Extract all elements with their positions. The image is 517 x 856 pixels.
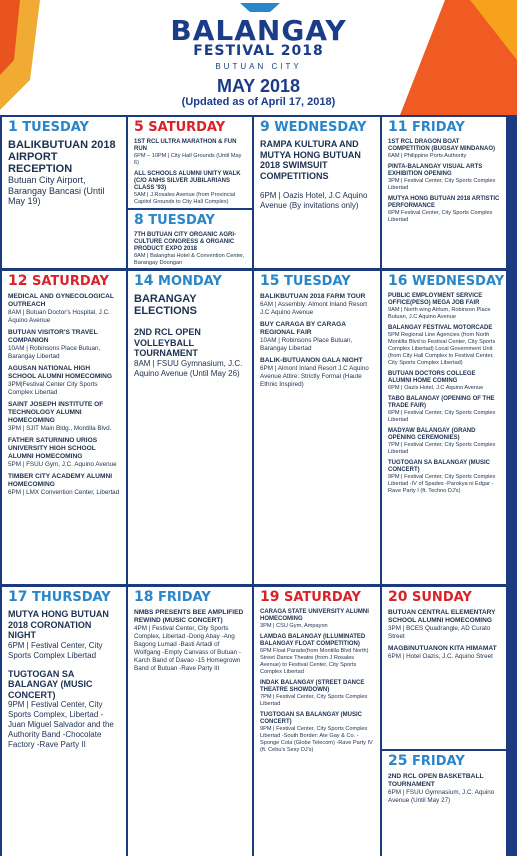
event: FATHER SATURNINO URIOS UNIVERSITY HIGH SCHOOL ALUMNI HOMECOMING 5PM | FSUU Gym, J.C. Aquino Avenue xyxy=(8,437,117,468)
event: TIMBER CITY ACADEMY ALUMNI HOMECOMING 6PM | LMX Convention Center, Libertad xyxy=(8,473,120,496)
day-header: 8 TUESDAY xyxy=(134,212,215,228)
event: INDAK BALANGAY (STREET DANCE THEATRE SHOWDOWN) 7PM | Festival Center, City Sports Complex Libertad xyxy=(260,680,368,707)
event: 1ST RCL ULTRA MARATHON & FUN RUN 6PM – 10PM | City Hall Grounds (Until May 6) xyxy=(134,139,242,166)
day-cell-5 xyxy=(128,117,252,208)
event: NMBS PRESENTS BEE AMPLIFIED REWIND (MUSIC CONCERT) 4PM | Festival Center, City Sports Complex, Libertad -Dong Abay -Ang Bagong Lumad -Basti Artadi of Wolfgang -Empty Canvass of Butuan -Karch Band of Davao -15 Homegrown Band of Butuan -Rave Party III xyxy=(134,609,244,672)
event: TUGTOGAN SA BALANGAY (MUSIC CONCERT) 9PM | Festival Center, City Sports Complex, Libertad -Juan Miguel Salvador and the Authority Band -Chocolate Factory -Rave Party II xyxy=(8,668,114,749)
day-cell-15 xyxy=(254,271,380,584)
logo-city: BUTUAN CITY xyxy=(215,62,302,71)
day-cell-20 xyxy=(382,587,506,749)
event: BALIKBUTUAN 2018 FARM TOUR 6AM | Assembly: Almont Inland Resort J.C Aquino Avenue xyxy=(260,293,367,316)
day-header: 11 FRIDAY xyxy=(388,119,465,135)
day-header: 15 TUESDAY xyxy=(260,273,351,289)
day-cell-18 xyxy=(128,587,252,856)
day-header: 20 SUNDAY xyxy=(388,589,472,605)
month-title: MAY 2018 xyxy=(216,76,301,96)
day-header: 17 THURSDAY xyxy=(8,589,111,605)
day-header: 16 WEDNESDAY xyxy=(388,273,505,289)
event: BALIKBUTUAN 2018 AIRPORT RECEPTION Butuan City Airport, Barangay Bancasi (Until May 19) xyxy=(8,139,116,206)
event: BUTUAN DOCTORS COLLEGE ALUMNI HOME COMING 6PM | Oazis Hotel, J.C Aquino Avenue xyxy=(388,371,484,391)
day-cell-9 xyxy=(254,117,380,268)
updated-note: (Updated as of April 17, 2018) xyxy=(181,96,336,108)
event: PUBLIC EMPLOYMENT SERVICE OFFICE(PESO) MEGA JOB FAIR 9AM | North wing Atrium, Robinson Place Butuan, J.C Aquino Avenue xyxy=(388,293,491,320)
event: 7TH BUTUAN CITY ORGANIC AGRI-CULTURE CONGRESS & ORGANIC PRODUCT EXPO 2018 8AM | Balanghai Hotel & Convention Center, Barangay Doongan xyxy=(134,232,245,266)
day-header: 9 WEDNESDAY xyxy=(260,119,367,135)
event: 1ST RCL DRAGON BOAT COMPETITION (BUGSAY MINDANAO) 6AM | Philippine Ports Authority xyxy=(388,139,496,159)
day-header: 14 MONDAY xyxy=(134,273,222,289)
event: MUTYA HONG BUTUAN 2018 CORONATION NIGHT 6PM | Festival Center, City Sports Complex Libertad xyxy=(8,609,109,660)
day-cell-12 xyxy=(2,271,126,584)
day-cell-11 xyxy=(382,117,506,268)
event: BUTUAN VISITOR'S TRAVEL COMPANION 10AM | Robinsons Place Butuan, Barangay Libertad xyxy=(8,329,101,360)
event: BALANGAY FESTIVAL MOTORCADE 5PM Regional Line Agencies (from North Montilla Blvd to Festival Center, City Sports Complex Libertad) Local Government Unit (from City Hall Complex to Festival Center, City Sports Complex Libertad) xyxy=(388,325,496,366)
event: MADYAW BALANGAY (GRAND OPENING CEREMONIES) 7PM | Festival Center, City Sports Complex Libertad xyxy=(388,428,496,455)
event: BUTUAN CENTRAL ELEMENTARY SCHOOL ALUMNI HOMECOMING 3PM | BCES Quadrangle, AD Curato Street xyxy=(388,609,496,640)
day-header: 1 TUESDAY xyxy=(8,119,89,135)
event: MUTYA HONG BUTUAN 2018 ARTISTIC PERFORMANCE 6PM Festival Center, City Sports Complex Libertad xyxy=(388,196,500,223)
day-cell-16 xyxy=(382,271,506,584)
calendar-grid xyxy=(0,115,517,856)
event: TABO BALANGAY (OPENING OF THE TRADE FAIR) 6PM | Festival Center, City Sports Complex Libertad xyxy=(388,396,496,423)
event: SAINT JOSEPH INSTITUTE OF TECHNOLOGY ALUMNI HOMECOMING 3PM | SJIT Main Bldg., Montilla Blvd. xyxy=(8,401,112,432)
event: BUY CARAGA BY CARAGA REGIONAL FAIR 10AM | Robinsons Place Butuan, Barangay Libertad xyxy=(260,321,353,352)
day-cell-1 xyxy=(2,117,126,268)
event: MEDICAL AND GYNECOLOGICAL OUTREACH 8AM | Butuan Doctor's Hospital, J.C. Aquino Avenue xyxy=(8,293,114,324)
event: BALIK-BUTUANON GALA NIGHT 6PM | Almont Inland Resort J.C Aquino Avenue Attire: Strictly Formal (Haute Ethnic Inspired) xyxy=(260,357,369,388)
event: TUGTOGAN SA BALANGAY (MUSIC CONCERT) 9PM | Festival Center, City Sports Complex Libertad -South Border: Ate Gay & Co. -Sponge Cola (Globe Telecom) -Rave Party IV (ft. Cebu's Sexy DJ's) xyxy=(260,712,373,753)
day-header: 12 SATURDAY xyxy=(8,273,109,289)
event: 2ND RCL OPEN BASKETBALL TOURNAMENT 6PM | FSUU Gymnasium, J.C. Aquino Avenue (Until May 27) xyxy=(388,773,495,804)
day-cell-14 xyxy=(128,271,252,584)
day-cell-25 xyxy=(382,751,506,856)
day-header: 18 FRIDAY xyxy=(134,589,211,605)
event: AGUSAN NATIONAL HIGH SCHOOL ALUMNI HOMECOMING 3PM|Festival Center City Sports Complex Libertad xyxy=(8,365,113,396)
day-cell-19 xyxy=(254,587,380,856)
day-cell-8 xyxy=(128,210,252,268)
event: BARANGAY ELECTIONS xyxy=(134,293,197,317)
event: TUGTOGAN SA BALANGAY (MUSIC CONCERT) 9PM | Festival Center, City Sports Complex Libertad -IV of Spades -Parokya ni Edgar -Rave Party I (ft. Techno DJ's) xyxy=(388,460,496,494)
event: CARAGA STATE UNIVERSITY ALUMNI HOMECOMING 3PM | CSU Gym, Ampayon xyxy=(260,609,369,629)
logo-subtitle: FESTIVAL 2018 xyxy=(193,43,324,59)
event: RAMPA KULTURA AND MUTYA HONG BUTUAN 2018 SWIMSUIT COMPETITIONS 6PM | Oazis Hotel, J.C Aquino Avenue (By invitations only) xyxy=(260,139,368,210)
event: PINTA-BALANGAY VISUAL ARTS EXHIBITION OPENING 3PM | Festival Center, City Sports Complex Libertad xyxy=(388,164,496,191)
event: MAGBINUTUANON KITA HIMAMAT 6PM | Hotel Oazis, J.C. Aquino Street xyxy=(388,645,497,660)
header xyxy=(0,0,517,115)
day-cell-17 xyxy=(2,587,126,856)
day-header: 5 SATURDAY xyxy=(134,119,226,135)
event: 2ND RCL OPEN VOLLEYBALL TOURNAMENT 8AM | FSUU Gymnasium, J.C. Aquino Avenue (Until May 26) xyxy=(134,327,243,378)
day-header: 25 FRIDAY xyxy=(388,753,465,769)
event: ALL SCHOOLS ALUMNI UNITY WALK (C/O ANHS SILVER JUBILARIANS CLASS '93) 5AM | J.Rosales Avenue (from Provincial Capitol Grounds to City Hall Complex) xyxy=(134,171,241,205)
event: LAMDAG BALANGAY (ILLUMINATED BALANGAY FLOAT COMPETITION) 6PM Float Parade(from Montilla Blvd North) Street Dance Theatre (from J Rosales Avenue) to Festival Center, City Sports Complex Libertad xyxy=(260,634,369,675)
logo-title: BALANGAY xyxy=(170,14,347,47)
day-header: 19 SATURDAY xyxy=(260,589,361,605)
